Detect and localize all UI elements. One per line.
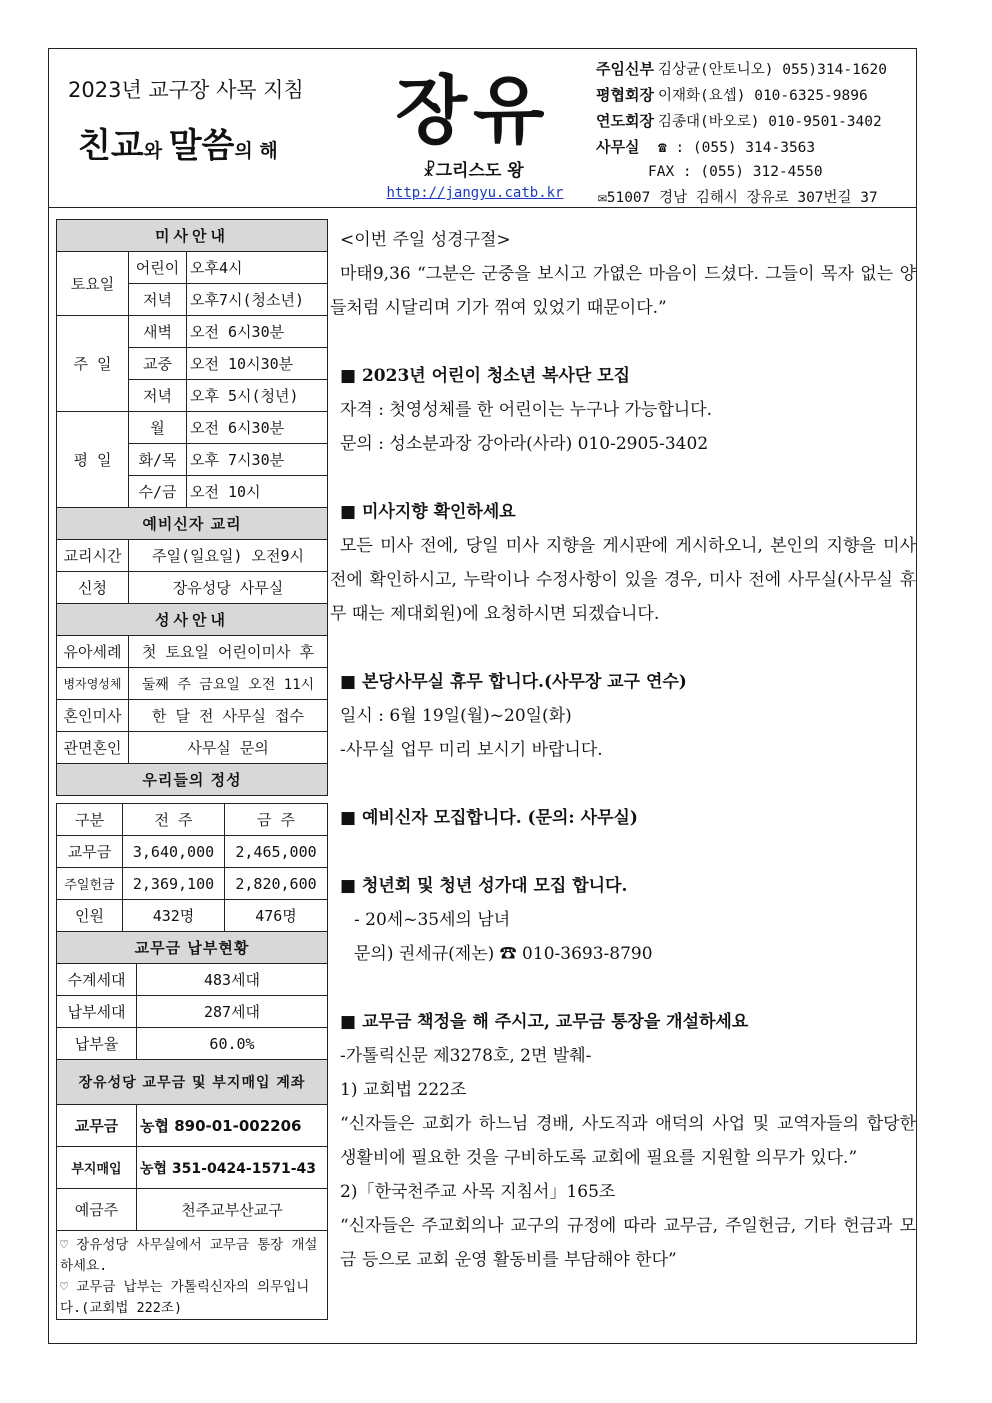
section-line: -사무실 업무 미리 보시기 바랍니다. xyxy=(340,740,603,760)
section-line: 일시 : 6월 19일(월)~20일(화) xyxy=(340,706,572,726)
section-line: 문의) 권세규(제논) ☎ 010-3693-8790 xyxy=(354,944,653,964)
offerings-cell: 인원 xyxy=(57,900,123,932)
sacrament-label: 관면혼인 xyxy=(57,732,129,764)
mass-slot: 새벽 xyxy=(129,316,187,348)
offerings-cell: 2,465,000 xyxy=(225,836,328,868)
offerings-cell: 주일헌금 xyxy=(57,868,123,900)
section-quote: “신자들은 주교회의나 교구의 규정에 따라 교무금, 주일헌금, 기타 헌금과 모금 등으로 교회 운영 활동비를 부담해야 한다” xyxy=(340,1216,916,1270)
mass-slot: 교중 xyxy=(129,348,187,380)
announcements xyxy=(330,223,916,1277)
account-label: 예금주 xyxy=(57,1189,137,1231)
offerings-cell: 교무금 xyxy=(57,836,123,868)
dues-value: 287세대 xyxy=(137,996,328,1028)
dues-heading: 교무금 납부현황 xyxy=(57,932,328,964)
header-divider xyxy=(48,207,917,208)
section-line: -가톨릭신문 제3278호, 2면 발췌- xyxy=(340,1046,592,1066)
dues-label: 수계세대 xyxy=(57,964,137,996)
dues-label: 납부율 xyxy=(57,1028,137,1060)
account-number: 농협 890-01-002206 xyxy=(137,1105,328,1147)
dues-value: 483세대 xyxy=(137,964,328,996)
mass-slot: 수/금 xyxy=(129,476,187,508)
sacrament-label: 혼인미사 xyxy=(57,700,129,732)
verse-text: 마태9,36 “그분은 군중을 보시고 가엾은 마음이 드셨다. 그들이 목자 없는 양들처럼 시달리며 기가 꺾여 있었기 때문이다.” xyxy=(330,264,916,318)
sacrament-label: 병자영성체 xyxy=(57,668,129,700)
section-quote: “신자들은 교회가 하느님 경배, 사도직과 애덕의 사업 및 교역자들의 합당한 생활비에 필요한 것을 구비하도록 교회에 필요를 지원할 의무가 있다.” xyxy=(340,1114,916,1168)
mass-day: 주 일 xyxy=(57,316,129,412)
mass-time: 오후7시(청소년) xyxy=(187,284,328,316)
offerings-cell: 2,820,600 xyxy=(225,868,328,900)
mass-time: 오전 10시 xyxy=(187,476,328,508)
offerings-col-header: 전 주 xyxy=(123,804,225,836)
mass-time: 오전 10시30분 xyxy=(187,348,328,380)
parish-subtitle: ☧그리스도 왕 xyxy=(422,161,524,181)
sacrament-value: 둘째 주 금요일 오전 11시 xyxy=(129,668,328,700)
section-line: - 20세~35세의 남녀 xyxy=(354,910,511,930)
mass-heading: 미사안내 xyxy=(57,220,328,252)
mass-day: 평 일 xyxy=(57,412,129,508)
mass-slot: 어린이 xyxy=(129,252,187,284)
mass-day: 토요일 xyxy=(57,252,129,316)
account-number: 농협 351-0424-1571-43 xyxy=(137,1147,328,1189)
sacrament-value: 첫 토요일 어린이미사 후 xyxy=(129,636,328,668)
mass-time: 오전 6시30분 xyxy=(187,412,328,444)
verse-heading: <이번 주일 성경구절> xyxy=(340,230,511,250)
mass-time: 오후 7시30분 xyxy=(187,444,328,476)
motto-part1: 친교 xyxy=(78,126,144,166)
catechumen-label: 신청 xyxy=(57,572,129,604)
dues-table xyxy=(56,963,328,1320)
sacrament-value: 한 달 전 사무실 접수 xyxy=(129,700,328,732)
contact-pastor: 주임신부 김상균(안토니오) 055)314-1620 xyxy=(596,60,887,78)
mass-time: 오후 5시(청년) xyxy=(187,380,328,412)
dues-label: 납부세대 xyxy=(57,996,137,1028)
section-body: 모든 미사 전에, 당일 미사 지향을 게시판에 게시하오니, 본인의 지향을 미사 전에 확인하시고, 누락이나 수정사항이 있을 경우, 미사 전에 사무실(사무실 휴무 때는 제대회원)에 요청하시면 되겠습니다. xyxy=(330,536,916,624)
mass-time: 오후4시 xyxy=(187,252,328,284)
motto-line1: 2023년 교구장 사목 지침 xyxy=(68,78,304,102)
offerings-heading: 우리들의 정성 xyxy=(57,764,328,796)
sacrament-heading: 성사안내 xyxy=(57,604,328,636)
offerings-cell: 476명 xyxy=(225,900,328,932)
contact-yeondo: 연도회장 김종대(바오로) 010-9501-3402 xyxy=(596,112,882,130)
website-link[interactable]: http://jangyu.catb.kr xyxy=(386,185,564,201)
offerings-cell: 432명 xyxy=(123,900,225,932)
section-title: ■ 본당사무실 휴무 합니다.(사무장 교구 연수) xyxy=(340,672,687,692)
contact-fax: FAX : (055) 312-4550 xyxy=(648,164,823,180)
section-title: ■ 교무금 책정을 해 주시고, 교무금 통장을 개설하세요 xyxy=(340,1012,749,1032)
dues-value: 60.0% xyxy=(137,1028,328,1060)
mass-slot: 저녁 xyxy=(129,284,187,316)
section-title: ■ 미사지향 확인하세요 xyxy=(340,502,516,522)
mass-slot: 저녁 xyxy=(129,380,187,412)
motto-part3: 말씀 xyxy=(168,126,235,166)
accounts-heading: 장유성당 교무금 및 부지매입 계좌 xyxy=(57,1060,328,1105)
section-line: 문의 : 성소분과장 강아라(사라) 010-2905-3402 xyxy=(340,434,709,454)
section-title: ■ 예비신자 모집합니다. (문의: 사무실) xyxy=(340,808,638,828)
section-line: 자격 : 첫영성체를 한 어린이는 누구나 가능합니다. xyxy=(340,400,712,420)
account-note: ♡ 장유성당 사무실에서 교무금 통장 개설하세요. xyxy=(60,1237,318,1274)
account-label: 교무금 xyxy=(57,1105,137,1147)
account-notes xyxy=(57,1231,328,1320)
motto-part2: 와 xyxy=(143,140,169,162)
section-title: ■ 2023년 어린이 청소년 복사단 모집 xyxy=(340,366,631,386)
catechumen-heading: 예비신자 교리 xyxy=(57,508,328,540)
catechumen-label: 교리시간 xyxy=(57,540,129,572)
section-line: 1) 교회법 222조 xyxy=(340,1080,467,1100)
section-title: ■ 청년회 및 청년 성가대 모집 합니다. xyxy=(340,876,628,896)
account-label: 부지매입 xyxy=(57,1147,137,1189)
section-line: 2)「한국천주교 사목 지침서」165조 xyxy=(340,1182,616,1202)
contact-office: 사무실 ☎ : (055) 314-3563 xyxy=(596,138,816,156)
info-table xyxy=(56,219,328,796)
offerings-table xyxy=(56,803,328,964)
motto-line2 xyxy=(78,118,278,167)
sacrament-label: 유아세례 xyxy=(57,636,129,668)
contact-council: 평협회장 이재화(요셉) 010-6325-9896 xyxy=(596,86,868,104)
mass-slot: 월 xyxy=(129,412,187,444)
offerings-cell: 2,369,100 xyxy=(123,868,225,900)
mass-slot: 화/목 xyxy=(129,444,187,476)
offerings-cell: 3,640,000 xyxy=(123,836,225,868)
catechumen-value: 주일(일요일) 오전9시 xyxy=(129,540,328,572)
bulletin-title: 장유 xyxy=(395,68,551,154)
motto-part4: 의 해 xyxy=(234,140,278,162)
catechumen-value: 장유성당 사무실 xyxy=(129,572,328,604)
account-note: ♡ 교무금 납부는 가톨릭신자의 의무입니다.(교회법 222조) xyxy=(60,1279,310,1316)
offerings-col-header: 금 주 xyxy=(225,804,328,836)
mass-time: 오전 6시30분 xyxy=(187,316,328,348)
account-holder: 천주교부산교구 xyxy=(137,1189,328,1231)
sacrament-value: 사무실 문의 xyxy=(129,732,328,764)
offerings-col-header: 구분 xyxy=(57,804,123,836)
contact-address: ✉51007 경남 김해시 장유로 307번길 37 xyxy=(598,190,878,206)
